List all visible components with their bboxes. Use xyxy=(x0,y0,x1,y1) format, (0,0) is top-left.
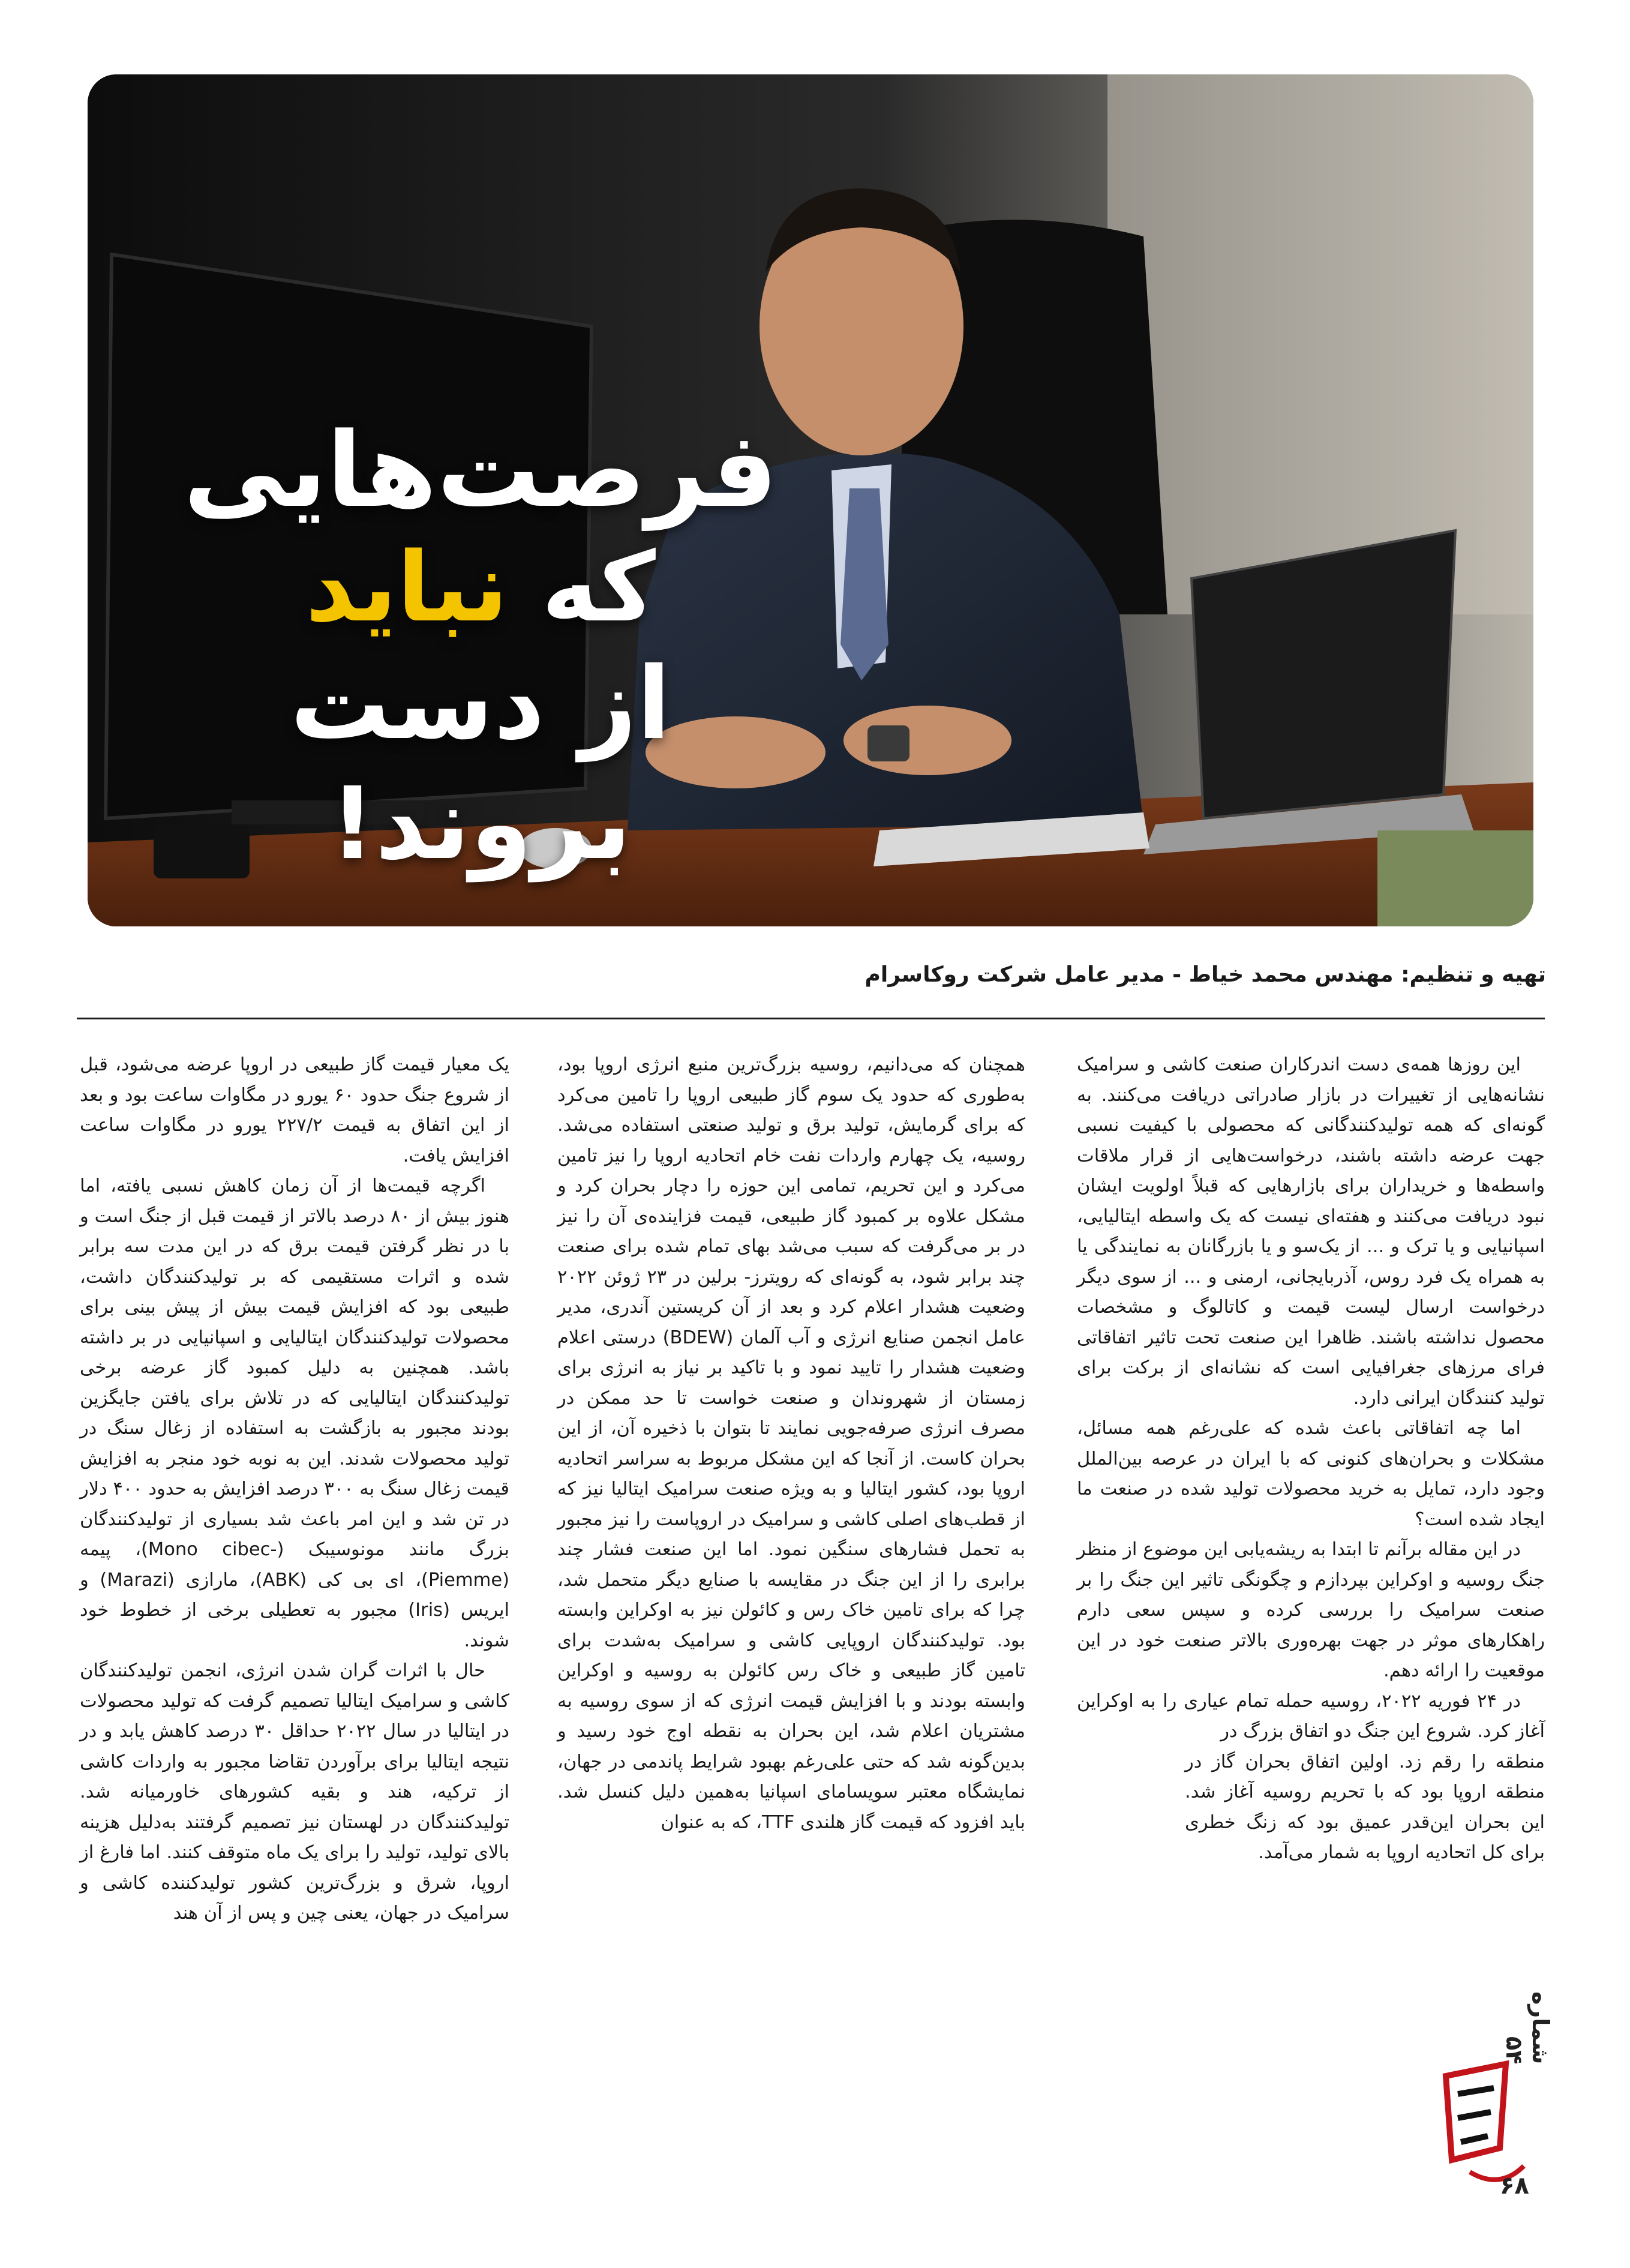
page-number: ۶۸ xyxy=(1500,2172,1529,2200)
article-column-middle xyxy=(557,1050,1025,1838)
paragraph: حال با اثرات گران شدن انرژی، انجمن تولیدکنندگان کاشی و سرامیک ایتالیا تصمیم گرفت که تولید محصولات در ایتالیا در سال ۲۰۲۲ حداقل ۳۰ درصد کاهش یابد و در نتیجه ایتالیا برای برآوردن تقاضا مجبور به واردات کاشی از ترکیه، هند و بقیه کشورهای خاورمیانه شد. تولیدکنندگان در لهستان نیز تصمیم گرفتند به‌دلیل هزینه بالای تولید، تولید را برای یک ماه متوقف کنند. اما فارغ از اروپا، شرق و بزرگ‌ترین کشور تولیدکننده کاشی و سرامیک در جهان، یعنی چین و پس از آن هند xyxy=(80,1660,510,1924)
hero-photo xyxy=(88,74,1533,926)
paragraph: یک معیار قیمت گاز طبیعی در اروپا عرضه می‌شود، قبل از شروع جنگ حدود ۶۰ یورو در مگاوات ساعت بود و بعد از این اتفاق به قیمت ۲۲۷/۲ یورو در مگاوات ساعت افزایش یافت. xyxy=(80,1054,509,1166)
paragraph: این روزها همه‌ی دست اندرکاران صنعت کاشی و سرامیک نشانه‌هایی از تغییرات در بازار صادراتی دریافت می‌کنند. به گونه‌ای که همه تولیدکنندگانی که محصولی با کیفیت نسبی جهت عرضه داشته باشند، درخواست‌هایی از قرار ملاقات واسطه‌ها و خریداران برای بازارهایی که قبلاً اولویت ایشان نبود دریافت می‌کنند و هفته‌ای نیست که یک واسطه ایتالیایی، اسپانیایی و یا ترک و ... از یک‌سو و یا بازرگانان به نمایندگی یا به همراه یک فرد روس، آذربایجانی، ارمنی و ... از سوی دیگر درخواست ارسال لیست قیمت و کاتالوگ و مشخصات محصول نداشته باشند. ظاهرا این صنعت تحت تاثیر اتفاقاتی فرای مرزهای جغرافیایی است که نشانه‌ای از برکت برای تولید کنندگان ایرانی دارد. xyxy=(1077,1054,1545,1409)
paragraph: همچنان که می‌دانیم، روسیه بزرگ‌ترین منبع انرژی اروپا بود، به‌طوری که حدود یک سوم گاز طبیعی اروپا را تامین می‌کرد که برای گرمایش، تولید برق و تولید صنعتی استفاده می‌شد. روسیه، یک چهارم واردات نفت خام اتحادیه اروپا را نیز تامین می‌کرد و این تحریم، تمامی این حوزه را دچار بحران کرد و مشکل علاوه بر کمبود گاز طبیعی، قیمت فزاینده‌ی آن را نیز در بر می‌گرفت که سبب می‌شد بهای تمام شده برای صنعت چند برابر شود، به گونه‌ای که رویترز- برلین در ۲۳ ژوئن ۲۰۲۲ وضعیت هشدار اعلام کرد و بعد از آن کریستین آندری، مدیر عامل انجمن صنایع انرژی و آب آلمان (BDEW) درستی اعلام وضعیت هشدار را تایید نمود و با تاکید بر نیاز به انرژی برای زمستان از شهروندان و صنعت خواست تا حد ممکن در مصرف انرژی صرفه‌جویی نمایند تا بتوان با ذخیره آن، از این بحران کاست. از آنجا که این مشکل مربوط به سراسر اتحادیه اروپا بود، کشور ایتالیا و به ویژه صنعت سرامیک ایتالیا نیز که از قطب‌های اصلی کاشی و سرامیک در اروپاست را نیز مجبور به تحمل فشارهای سنگین نمود. اما این صنعت فشار چند برابری را از این جنگ در مقایسه با صنایع دیگر متحمل شد، چرا که برای تامین خاک رس و کائولن نیز به اوکراین وابسته بود. تولیدکنندگان اروپایی کاشی و سرامیک به‌شدت برای تامین گاز طبیعی و خاک رس کائولن به روسیه و اوکراین وابسته بودند و با افزایش قیمت انرژی که از سوی روسیه به مشتریان اعلام شد، این بحران به نقطه اوج خود رسید و بدین‌گونه شد که حتی علی‌رغم بهبود شرایط پاندمی در جهان، نمایشگاه معتبر سویسامای اسپانیا به‌همین دلیل کنسل شد. باید افزود که قیمت گاز هلندی TTF، که به عنوان xyxy=(557,1054,1025,1833)
byline: تهیه و تنظیم: مهندس محمد خیاط - مدیر عامل شرکت روکاسرام xyxy=(864,962,1546,987)
headline-line-2-prefix: که xyxy=(508,531,656,643)
headline-highlight-word: نباید xyxy=(305,531,509,643)
magazine-badge xyxy=(1434,1992,1554,2232)
paragraph: اگرچه قیمت‌ها از آن زمان کاهش نسبی یافته، اما هنوز بیش از ۸۰ درصد بالاتر از قیمت قبل از جنگ است و با در نظر گرفتن قیمت برق که در این مدت سه برابر شده و اثرات مستقیمی که بر تولیدکنندگان داشت، طبیعی بود که افزایش قیمت بیش از پیش بینی برای محصولات تولیدکنندگان ایتالیایی و اسپانیایی در بر داشته باشد. همچنین به دلیل کمبود گاز عرضه برخی تولیدکنندگان ایتالیایی که در تلاش برای یافتن جایگزین بودند مجبور به بازگشت به استفاده از زغال سنگ در تولید محصولات شدند. این به نوبه خود منجر به افزایش قیمت زغال سنگ به ۳۰۰ درصد افزایش به حدود ۴۰۰ دلار در تن شد و این امر باعث شد بسیاری از تولیدکنندگان بزرگ مانند مونوسیبک (-Mono cibec)، پیمه (Piemme)، ای بی کی (ABK)، مارازی (Marazi) و ایریس (Iris) مجبور به تعطیلی برخی از خطوط خود شوند. xyxy=(80,1175,510,1651)
paragraph: در ۲۴ فوریه ۲۰۲۲، روسیه حمله تمام عیاری را به اوکراین آغاز کرد. شروع این جنگ دو اتفاق بزرگ در xyxy=(1077,1690,1545,1742)
paragraph: منطقه را رقم زد. اولین اتفاق بحران گاز در منطقه اروپا بود که با تحریم روسیه آغاز شد. این بحران این‌قدر عمیق بود که زنگ خطری برای کل اتحادیه اروپا به شمار می‌آمد. xyxy=(1185,1751,1545,1863)
issue-label: شماره ۵۴ xyxy=(1501,1991,1554,2064)
headline-line-3: از دست بروند! xyxy=(290,646,671,882)
headline xyxy=(166,410,796,884)
paragraph: اما چه اتفاقاتی باعث شده که علی‌رغم همه مسائل، مشکلات و بحران‌های کنونی که با ایران در عرصه بین‌الملل وجود دارد، تمایل به خرید محصولات تولید شده در صنعت ما ایجاد شده است؟ xyxy=(1077,1418,1545,1530)
paragraph: در این مقاله برآنم تا ابتدا به ریشه‌یابی این موضوع از منظر جنگ روسیه و اوکراین بپردازم و چگونگی تاثیر این جنگ را بر صنعت سرامیک را بررسی کرده و سپس سعی دارم راهکارهای موثر در جهت بهره‌وری بالاتر صنعت خود در این موقعیت را ارائه دهم. xyxy=(1077,1539,1545,1681)
headline-line-1: فرصت‌هایی xyxy=(183,410,778,530)
article-column-left xyxy=(80,1050,509,1929)
headline-line-2 xyxy=(166,530,796,644)
byline-divider xyxy=(77,1018,1545,1019)
article-column-right xyxy=(1077,1050,1545,1868)
